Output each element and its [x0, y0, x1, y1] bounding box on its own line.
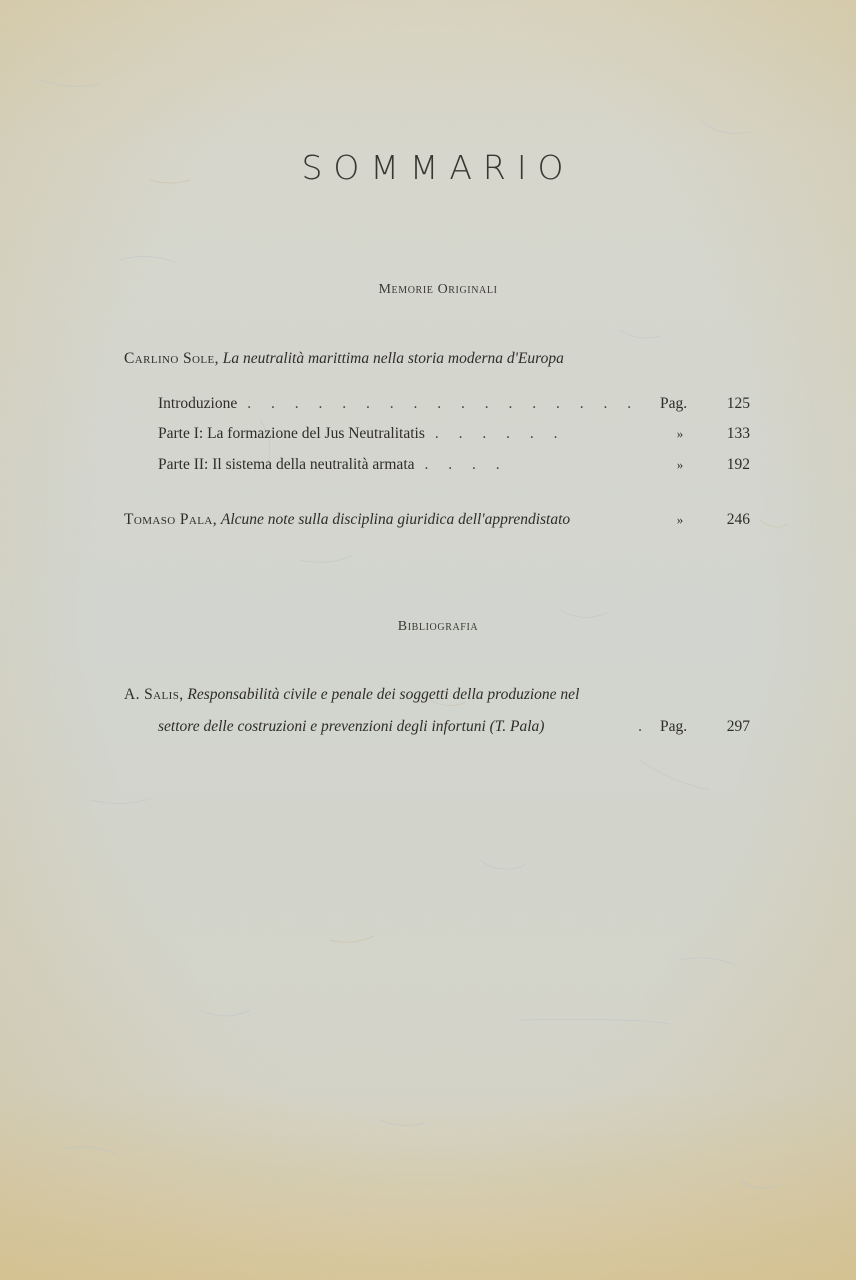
toc-leader-dots: . . . . . . . . . . . . . . . . . [247, 395, 640, 412]
toc-leader-dots: . [638, 718, 650, 735]
toc-label: Parte I: La formazione del Jus Neutralitatis [158, 425, 425, 442]
toc-ditto-mark: » [676, 457, 684, 472]
toc-label: Parte II: Il sistema della neutralità armata [158, 456, 415, 473]
section-heading-bibliografia: Bibliografia [397, 619, 479, 634]
section-heading-memorie-originali: Memorie Originali [378, 282, 498, 297]
entry-work-title: Alcune note sulla disciplina giuridica dell'apprendistato [220, 511, 571, 528]
toc-page-number: 246 [726, 511, 750, 528]
toc-ditto-mark: » [676, 426, 684, 441]
toc-label: Introduzione [158, 395, 238, 412]
entry-work-title-line2: settore delle costruzioni e prevenzioni degli infortuni (T. Pala) [158, 718, 545, 735]
toc-page-number: 297 [726, 718, 750, 735]
toc-page-number: 133 [726, 425, 750, 442]
entry-sole [124, 350, 564, 368]
toc-page-ref: Pag. [660, 718, 688, 735]
entry-author: Tomaso Pala, [124, 511, 217, 528]
toc-leader-dots: . . . . [424, 456, 508, 473]
toc-page-ref: Pag. [660, 395, 688, 412]
toc-page-number: 125 [726, 395, 750, 412]
entry-author: Carlino Sole, [124, 350, 219, 367]
entry-salis-line1 [124, 686, 579, 704]
toc-leader-dots: . . . . . . [434, 425, 566, 442]
toc-row-introduzione [158, 395, 750, 417]
toc-row-parte-2 [158, 456, 750, 478]
entry-author: A. Salis, [124, 686, 184, 703]
entry-work-title-line1: Responsabilità civile e penale dei soggetti della produzione nel [187, 686, 580, 703]
entry-salis-line2 [158, 718, 750, 740]
toc-page-number: 192 [726, 456, 750, 473]
toc-ditto-mark: » [676, 512, 684, 527]
entry-work-title: La neutralità marittima nella storia moderna d'Europa [222, 350, 564, 367]
entry-pala [124, 511, 750, 533]
page-title: SOMMARIO [301, 148, 575, 187]
toc-row-parte-1 [158, 425, 750, 447]
